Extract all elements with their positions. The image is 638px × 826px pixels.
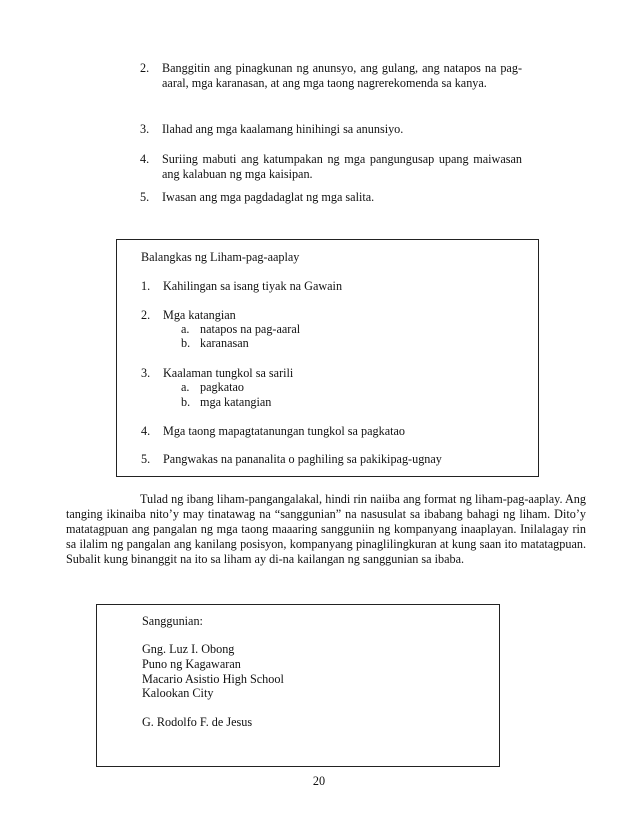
outline-sub-item: pagkatao bbox=[200, 380, 244, 394]
reference-line: Gng. Luz I. Obong bbox=[142, 642, 235, 656]
outline-title: Balangkas ng Liham-pag-aaplay bbox=[141, 250, 300, 264]
page-number: 20 bbox=[312, 774, 326, 788]
outline-number: 3. bbox=[141, 366, 151, 380]
list-item bbox=[140, 152, 522, 182]
reference-line: Macario Asistio High School bbox=[142, 672, 284, 686]
outline-sub-item: natapos na pag-aaral bbox=[200, 322, 301, 336]
list-number: 5. bbox=[140, 190, 150, 204]
outline-sub-number: b. bbox=[181, 395, 191, 409]
list-text: Suriing mabuti ang katumpakan ng mga pangungusap upang maiwasan ang kalabuan ng mga kaisipan. bbox=[162, 152, 522, 181]
outline-sub-number: b. bbox=[181, 336, 191, 350]
reference-line: Puno ng Kagawaran bbox=[142, 657, 241, 671]
list-text: Iwasan ang mga pagdadaglat ng mga salita. bbox=[162, 190, 375, 204]
outline-item: Kaalaman tungkol sa sarili bbox=[163, 366, 294, 380]
list-item bbox=[140, 190, 522, 205]
outline-item: Pangwakas na pananalita o paghiling sa pakikipag-ugnay bbox=[163, 452, 442, 466]
outline-sub-number: a. bbox=[181, 322, 190, 336]
outline-sub-item: karanasan bbox=[200, 336, 249, 350]
list-number: 4. bbox=[140, 152, 150, 166]
reference-signature: G. Rodolfo F. de Jesus bbox=[142, 715, 253, 729]
outline-sub-number: a. bbox=[181, 380, 190, 394]
outline-item: Mga katangian bbox=[163, 308, 236, 322]
outline-sub-item: mga katangian bbox=[200, 395, 272, 409]
list-number: 3. bbox=[140, 122, 150, 136]
list-text: Banggitin ang pinagkunan ng anunsyo, ang gulang, ang natapos na pag-aaral, mga karanasan, at ang mga taong nagrerekomenda sa kanya. bbox=[162, 61, 522, 90]
outline-box bbox=[116, 239, 539, 477]
reference-heading: Sanggunian: bbox=[142, 614, 203, 628]
outline-number: 4. bbox=[141, 424, 151, 438]
reference-line: Kalookan City bbox=[142, 686, 214, 700]
outline-item: Kahilingan sa isang tiyak na Gawain bbox=[163, 279, 343, 293]
list-item bbox=[140, 61, 522, 91]
body-paragraph bbox=[66, 492, 586, 567]
outline-number: 1. bbox=[141, 279, 151, 293]
list-number: 2. bbox=[140, 61, 150, 75]
outline-number: 5. bbox=[141, 452, 151, 466]
outline-item: Mga taong mapagtatanungan tungkol sa pagkatao bbox=[163, 424, 405, 438]
outline-number: 2. bbox=[141, 308, 151, 322]
list-text: Ilahad ang mga kaalamang hinihingi sa anunsiyo. bbox=[162, 122, 404, 136]
paragraph-text: Tulad ng ibang liham-pangangalakal, hindi rin naiiba ang format ng liham-pag-aaplay. Ang tanging ikinaiba nito’y may tinatawag na “sanggunian” na nasusulat sa ibabang bahagi ng liham. Dito’y matatagpuan ang pangalan ng mga taong maaaring sangguniin ng kompanyang inaaplayan. Inilalagay rin sa ilalim ng pangalan ang kanilang posisyon, kompanyang pinaglilingkuran at kung saan ito matatagpuan. Subalit kung binanggit na ito sa liham ay di-na kailangan ng sanggunian sa ibaba. bbox=[66, 492, 586, 566]
list-item bbox=[140, 122, 522, 137]
